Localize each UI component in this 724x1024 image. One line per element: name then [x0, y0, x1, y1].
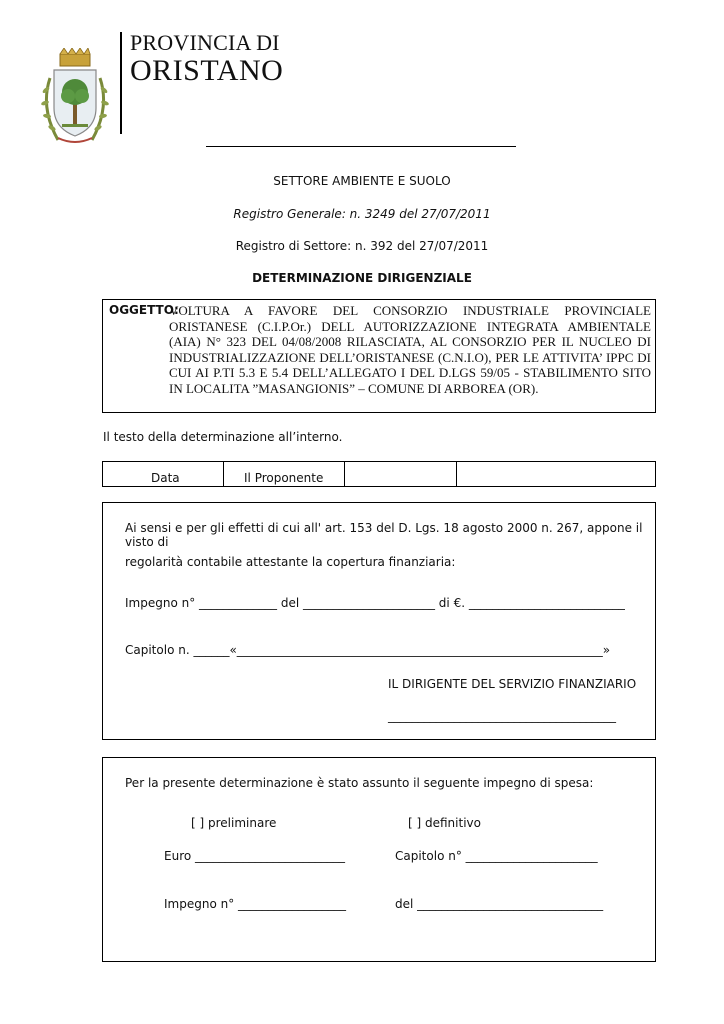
province-name-line1: PROVINCIA DI — [130, 30, 280, 55]
euro-field-line: Euro _________________________ — [164, 849, 346, 863]
signature-table — [102, 461, 656, 487]
intro-note: Il testo della determinazione all’interno. — [103, 430, 343, 444]
director-signature-line: ______________________________________ — [388, 709, 616, 723]
data-cell — [103, 462, 224, 486]
director-title: IL DIRIGENTE DEL SERVIZIO FINANZIARIO — [388, 677, 637, 691]
province-crest-logo — [40, 48, 110, 148]
impegno-field-line: Impegno n° __________________ — [164, 897, 347, 911]
impegno-field-line: Impegno n° _____________ del ______________________ di €. __________________________ — [125, 596, 625, 610]
del-field-line: del _______________________________ — [395, 897, 604, 911]
capitolo-field-line: Capitolo n° ______________________ — [395, 849, 598, 863]
document-title: DETERMINAZIONE DIRIGENZIALE — [252, 271, 472, 285]
registro-generale: Registro Generale: n. 3249 del 27/07/2011 — [233, 207, 491, 221]
definitivo-checkbox: [ ] definitivo — [408, 816, 481, 830]
header-divider — [206, 146, 516, 147]
proponente-label: Il Proponente — [244, 471, 324, 485]
oggetto-box — [102, 299, 656, 413]
data-label: Data — [151, 471, 180, 485]
commitment-intro: Per la presente determinazione è stato assunto il seguente impegno di spesa: — [125, 776, 594, 790]
preliminare-checkbox: [ ] preliminare — [191, 816, 277, 830]
commitment-box — [102, 757, 656, 962]
empty-cell — [345, 462, 457, 486]
financial-text-line2: regolarità contabile attestante la copertura finanziaria: — [125, 555, 456, 569]
oggetto-text: VOLTURA A FAVORE DEL CONSORZIO INDUSTRIALE PROVINCIALE ORISTANESE (C.I.P.Or.) DELL AUTORIZZAZIONE INTEGRATA AMBIENTALE (AIA) N° 323 DEL 04/08/2008 RILASCIATA, AL CONSORZIO PER IL NUCLEO DI INDUSTRIALIZZAZIONE DELL’ORISTANESE (C.N.I.O), PER LE ATTIVITA’ IPPC DI CUI AI P.TI 5.3 E 5.4 DELL’ALLEGATO I DEL D.LGS 59/05 - STABILIMENTO SITO IN LOCALITA ”MASANGIONIS” – COMUNE DI ARBOREA (OR). — [169, 303, 651, 396]
header-vertical-rule — [120, 32, 122, 134]
oggetto-label: OGGETTO: — [109, 303, 179, 317]
empty-cell — [457, 462, 655, 486]
financial-visa-box — [102, 502, 656, 740]
province-name-line2: ORISTANO — [130, 54, 284, 87]
sector-name: SETTORE AMBIENTE E SUOLO — [273, 174, 451, 188]
financial-text-line1: Ai sensi e per gli effetti di cui all' art. 153 del D. Lgs. 18 agosto 2000 n. 267, appone il visto di — [125, 521, 643, 549]
proponente-cell — [224, 462, 345, 486]
capitolo-field-line: Capitolo n. ______«_____________________________________________________________» — [125, 643, 611, 657]
registro-settore: Registro di Settore: n. 392 del 27/07/2011 — [235, 239, 489, 253]
